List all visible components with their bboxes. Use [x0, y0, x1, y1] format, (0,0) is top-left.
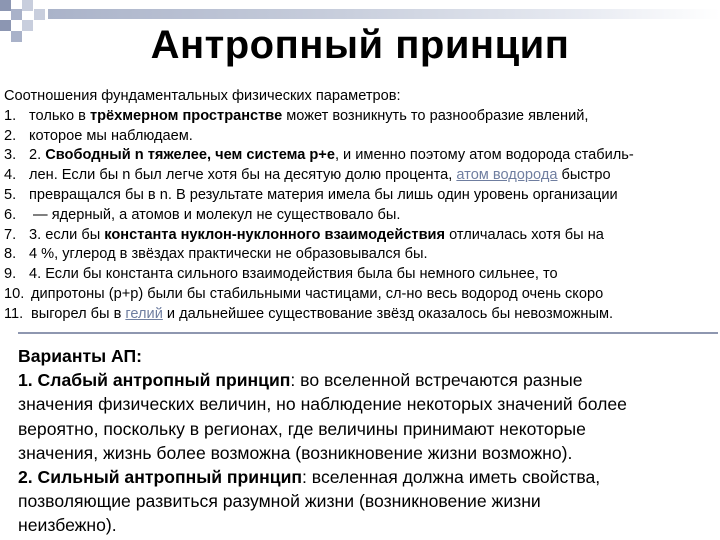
list-item-text: 4. Если бы константа сильного взаимодействия была бы немного сильнее, то [29, 266, 558, 283]
list-item-text: и дальнейшее существование звёзд оказалось бы невозможным. [162, 305, 614, 322]
wiki-link[interactable]: атом водорода [456, 167, 558, 184]
list-item-text: быстро [557, 167, 611, 184]
weak-principle-text: : во вселенной встречаются разные [290, 370, 583, 391]
list-item-number: 5. [4, 186, 17, 203]
wiki-link[interactable]: гелий [125, 305, 163, 322]
list-item [4, 146, 720, 166]
list-item-number: 9. [4, 266, 17, 283]
list-item [4, 107, 720, 127]
list-item-number: 2. [4, 127, 17, 144]
list-item [4, 285, 720, 305]
weak-principle-text: вероятно, поскольку в регионах, где величины принимают некоторые [18, 418, 586, 439]
list-item [4, 305, 720, 325]
decor-square [11, 9, 22, 20]
list-item-text: дипротоны (p+p) были бы стабильными частицами, сл-но весь водород очень скоро [31, 285, 604, 302]
top-gradient-bar [48, 9, 720, 19]
list-item-text: 2. [29, 147, 46, 164]
parameters-block [4, 87, 720, 325]
list-item [4, 166, 720, 186]
list-item [4, 127, 720, 147]
list-item-text: выгорел бы в [31, 305, 126, 322]
list-item-text: которое мы наблюдаем. [29, 127, 193, 144]
decor-square [0, 0, 11, 11]
list-item-text: 4 %, углерод в звёздах практически не образовывался бы. [29, 246, 428, 263]
list-item-number: 6. [4, 206, 17, 223]
list-item-number: 11. [4, 305, 24, 322]
strong-principle-text: позволяющие развиться разумной жизни (возникновение жизни [18, 491, 541, 512]
list-item-text: отличалась хотя бы на [445, 226, 604, 243]
list-item-number: 1. [4, 107, 17, 124]
list-item-number: 10. [4, 285, 25, 302]
list-item-text: превращался бы в n. В результате материя имела бы лишь один уровень организации [29, 186, 618, 203]
intro-label: Соотношения фундаментальных физических параметров: [4, 88, 401, 104]
list-item-number: 7. [4, 226, 17, 243]
bold-term: константа нуклон-нуклонного взаимодействия [104, 226, 446, 243]
decor-square [34, 9, 45, 20]
slide-title: Антропный принцип [150, 23, 570, 67]
list-item [4, 186, 720, 206]
list-item-number: 3. [4, 147, 17, 164]
strong-principle-text: : вселенная должна иметь свойства, [302, 467, 601, 488]
list-item-text: лен. Если бы n был легче хотя бы на десятую долю процента, [29, 167, 457, 184]
list-item-number: 4. [4, 167, 17, 184]
list-item [4, 265, 720, 285]
divider-line [18, 332, 718, 334]
list-item-text: может возникнуть то разнообразие явлений, [282, 107, 589, 124]
list-item [4, 206, 720, 226]
list-item-text: только в [29, 107, 90, 124]
list-item [4, 245, 720, 265]
weak-principle-line [18, 368, 720, 392]
list-item-number: 8. [4, 246, 17, 263]
strong-principle-line [18, 465, 720, 489]
decor-square [22, 0, 33, 11]
weak-principle-text: значения физических величин, но наблюдение некоторых значений более [18, 394, 627, 415]
bold-term: трёхмерном пространстве [89, 107, 283, 124]
bold-term: Свободный n тяжелее, чем система p+e [45, 147, 335, 164]
list-item [4, 226, 720, 246]
variants-heading: Варианты АП: [18, 346, 142, 366]
list-item-text: — ядерный, а атомов и молекул не существовало бы. [29, 206, 401, 223]
strong-principle-text: неизбежно). [18, 515, 117, 536]
list-item-text: , и именно поэтому атом водорода стабиль- [334, 147, 634, 164]
variants-block [18, 344, 720, 538]
weak-principle-text: значения, жизнь более возможна (возникновение жизни возможно). [18, 442, 573, 463]
strong-principle-term: 2. Сильный антропный принцип [18, 467, 303, 488]
list-item-text: 3. если бы [29, 226, 105, 243]
weak-principle-term: 1. Слабый антропный принцип [18, 370, 291, 391]
parameters-list [4, 107, 720, 325]
